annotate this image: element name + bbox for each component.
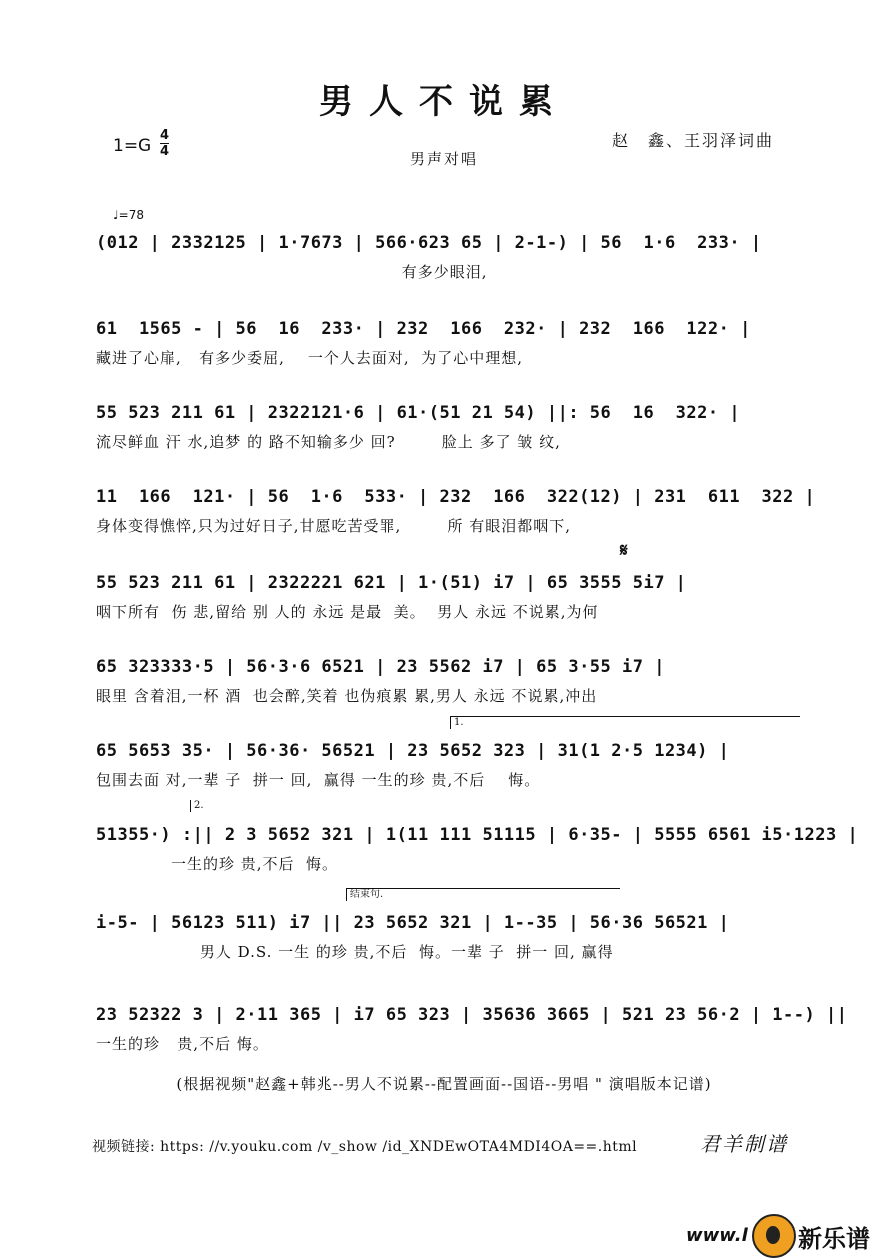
watermark-logo-icon xyxy=(752,1214,796,1258)
score-row-5 xyxy=(96,572,808,652)
watermark-url: www.l xyxy=(686,1225,748,1246)
video-link[interactable]: 视频链接: https: //v.youku.com /v_show /id_XNDEwOTA4MDI4OA==.html xyxy=(92,1139,638,1155)
song-title: 男人不说累 xyxy=(319,82,569,122)
transcription-note: (根据视频"赵鑫+韩兆--男人不说累--配置画面--国语--男唱 " 演唱版本记谱) xyxy=(176,1075,712,1093)
second-ending-bracket: 2. xyxy=(190,800,194,812)
score-row-9 xyxy=(96,912,808,992)
score-row-2 xyxy=(96,318,808,398)
score-row-3 xyxy=(96,402,808,482)
time-signature-top: 4 xyxy=(160,128,170,143)
time-signature-bottom: 4 xyxy=(160,144,170,159)
first-ending-bracket: 1. xyxy=(450,716,800,729)
row-notes: 11 166 121· | 56 1·6 533· | 232 166 322(12) | 231 611 322 | xyxy=(96,487,816,507)
transcriber-signature: 君羊制谱 xyxy=(700,1132,788,1156)
row-notes: 61 1565 - | 56 16 233· | 232 166 232· | 232 166 122· | xyxy=(96,319,751,339)
row-lyrics: 眼里 含着泪,一杯 酒 也会醉,笑着 也伪痕累 累,男人 永远 不说累,冲出 xyxy=(96,687,598,705)
score-row-4 xyxy=(96,486,816,566)
key-signature: 1=G xyxy=(113,136,152,156)
subtitle: 男声对唱 xyxy=(409,150,478,168)
score-row-10 xyxy=(96,1004,848,1084)
row-notes: 23 52322 3 | 2·11 365 | i7 65 323 | 35636 3665 | 521 23 56·2 | 1--) || xyxy=(96,1005,848,1025)
row-notes: 51355·) :|| 2 3 5652 321 | 1(11 111 51115 | 6·35- | 5555 6561 i5·1223 | xyxy=(96,825,859,845)
watermark-name: 新乐谱 xyxy=(798,1225,870,1253)
row-lyrics: 咽下所有 伤 悲,留给 别 人的 永远 是最 美。 男人 永远 不说累,为何 xyxy=(96,603,599,621)
row-lyrics: 包围去面 对,一辈 子 拼一 回, 赢得 一生的珍 贵,不后 悔。 xyxy=(96,771,541,789)
row-notes: 65 5653 35· | 56·36· 56521 | 23 5652 323 | 31(1 2·5 1234) | xyxy=(96,741,730,761)
row-notes: 55 523 211 61 | 2322121·6 | 61·(51 21 54) ||: 56 16 322· | xyxy=(96,403,741,423)
row-lyrics: 流尽鲜血 汗 水,追梦 的 路不知输多少 回? 脸上 多了 皱 纹, xyxy=(96,433,561,451)
row-notes: (012 | 2332125 | 1·7673 | 566·623 65 | 2-1-) | 56 1·6 233· | xyxy=(96,233,762,253)
composer-credit: 赵 鑫、王羽泽词曲 xyxy=(612,131,775,150)
row-notes: 65 323333·5 | 56·3·6 6521 | 23 5562 i7 | 65 3·55 i7 | xyxy=(96,657,665,677)
row-lyrics: 有多少眼泪, xyxy=(96,263,488,281)
row-notes: i-5- | 56123 511) i7 || 23 5652 321 | 1--35 | 56·36 56521 | xyxy=(96,913,730,933)
row-lyrics: 男人 D.S. 一生 的珍 贵,不后 悔。一辈 子 拼一 回, 赢得 xyxy=(96,943,614,961)
row-lyrics: 藏进了心扉, 有多少委屈, 一个人去面对, 为了心中理想, xyxy=(96,349,523,367)
row-notes: 55 523 211 61 | 2322221 621 | 1·(51) i7 | 65 3555 5i7 | xyxy=(96,573,687,593)
tempo-marking: ♩=78 xyxy=(113,208,144,222)
row-lyrics: 身体变得憔悴,只为过好日子,甘愿吃苦受罪, 所 有眼泪都咽下, xyxy=(96,517,571,535)
score-row-1 xyxy=(96,232,808,312)
row-lyrics: 一生的珍 贵,不后 悔。 xyxy=(96,855,339,873)
ending-bracket: 结束句. xyxy=(346,888,620,901)
row-lyrics: 一生的珍 贵,不后 悔。 xyxy=(96,1035,269,1053)
segno-mark: 𝄋 xyxy=(620,540,628,561)
